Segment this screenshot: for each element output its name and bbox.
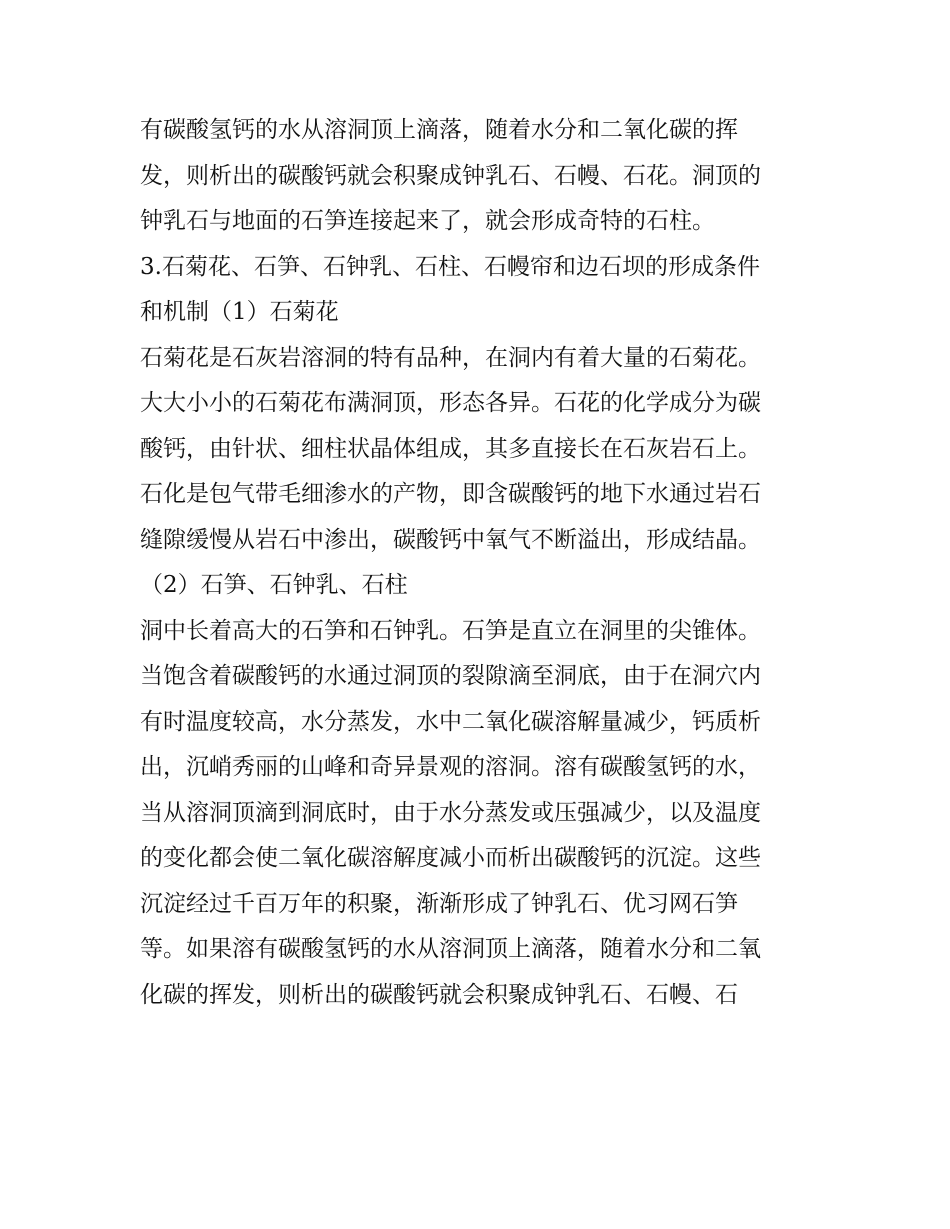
text-line: 当从溶洞顶滴到洞底时，由于水分蒸发或压强减少，以及温度 (140, 799, 761, 826)
text-line: 化碳的挥发，则析出的碳酸钙就会积聚成钟乳石、石幔、石 (140, 981, 738, 1008)
text-line: 石化是包气带毛细渗水的产物，即含碳酸钙的地下水通过岩石 (140, 481, 761, 507)
text-line: 的变化都会使二氧化碳溶解度减小而析出碳酸钙的沉淀。这些 (140, 845, 761, 871)
text-line: 钟乳石与地面的石笋连接起来了，就会形成奇特的石柱。 (140, 208, 715, 234)
text-line: 沉淀经过千百万年的积聚，渐渐形成了钟乳石、优习网石笋 (140, 890, 738, 917)
text-line: 出，沉峭秀丽的山峰和奇异景观的溶洞。溶有碳酸氢钙的水， (140, 754, 761, 780)
body-text (140, 108, 820, 1018)
text-line: 洞中长着高大的石笋和石钟乳。石笋是直立在洞里的尖锥体。 (140, 617, 761, 644)
text-line: 发，则析出的碳酸钙就会积聚成钟乳石、石幔、石花。洞顶的 (140, 162, 761, 189)
text-line: 当饱含着碳酸钙的水通过洞顶的裂隙滴至洞底，由于在洞穴内 (140, 663, 761, 689)
text-line: 石菊花是石灰岩溶洞的特有品种，在洞内有着大量的石菊花。 (140, 344, 761, 371)
text-line: 酸钙，由针状、细柱状晶体组成，其多直接长在石灰岩石上。 (140, 435, 761, 462)
section-heading: 3.石菊花、石笋、石钟乳、石柱、石幔帘和边石坝的形成条件 (140, 253, 760, 280)
subsection-heading: （2）石笋、石钟乳、石柱 (140, 572, 408, 598)
text-line: 缝隙缓慢从岩石中渗出，碳酸钙中氧气不断溢出，形成结晶。 (140, 526, 761, 553)
text-line: 有碳酸氢钙的水从溶洞顶上滴落，随着水分和二氧化碳的挥 (140, 117, 738, 143)
text-line: 有时温度较高，水分蒸发，水中二氧化碳溶解量减少，钙质析 (140, 708, 761, 735)
text-line: 大大小小的石菊花布满洞顶，形态各异。石花的化学成分为碳 (140, 390, 761, 416)
text-line: 等。如果溶有碳酸氢钙的水从溶洞顶上滴落，随着水分和二氧 (140, 936, 761, 962)
section-heading: 和机制（1）石菊花 (140, 299, 339, 325)
